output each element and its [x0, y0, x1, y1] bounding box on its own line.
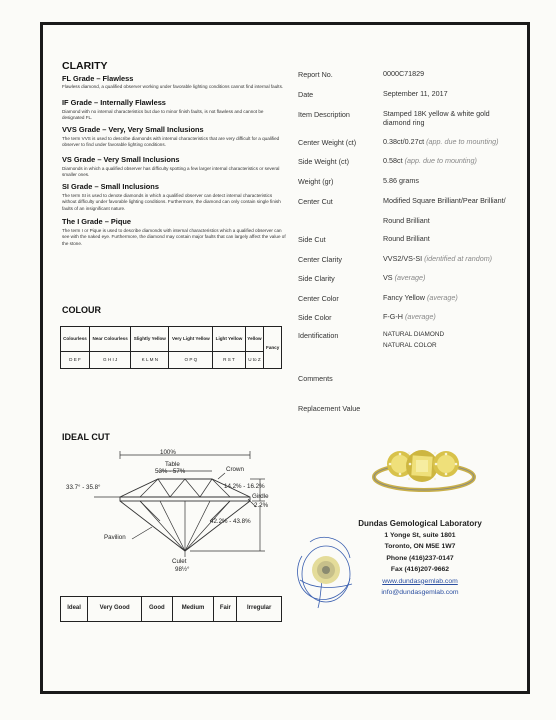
report-label: Center Clarity [298, 255, 342, 264]
lab-address-line: 1 Yonge St, suite 1801 [384, 531, 456, 539]
lab-address-line: Toronto, ON M5E 1W7 [384, 543, 456, 550]
colour-grade-name: Near Colourless [89, 327, 130, 352]
report-value: 0.38ct/0.27ct [383, 137, 425, 146]
lab-phone: Phone (416)237-0147 [386, 554, 454, 562]
colour-grade-name: Light Yellow [213, 327, 245, 352]
clarity-grade-desc: Diamond with no internal characteristics but due to minor finish faults, is not flawless and cannot be designated FL. [62, 109, 264, 121]
report-label: Side Clarity [298, 274, 335, 283]
colour-grade-letters: G H I J [89, 352, 130, 369]
report-value: 0.58ct [383, 156, 403, 165]
lab-seal-logo [292, 528, 360, 610]
report-value: Modified Square Brilliant/Pear Brilliant/ [383, 196, 506, 205]
report-value-row [383, 293, 458, 302]
cut-grade-cell: Good [142, 597, 172, 622]
report-value: VVS2/VS-SI [383, 254, 423, 263]
culet-label: Culet [172, 558, 187, 565]
colour-grade-letters: O P Q [169, 352, 213, 369]
table-range-label: 53% - 57% [155, 468, 186, 475]
pavilion-label: Pavilion [104, 534, 126, 541]
report-value: VS [383, 273, 393, 282]
report-value: Fancy Yellow [383, 293, 425, 302]
culet-angle-label: 98½° [175, 566, 190, 573]
clarity-grade-heading: SI Grade – Small Inclusions [62, 182, 159, 191]
report-value-row [383, 156, 477, 165]
report-label: Identification [298, 331, 339, 340]
clarity-grade-desc: The term I or Pique is used to describe diamonds with internal characteristics which a qualified observer can see with the naked eye. Furthermore, the diamond may contain major faults that can largely affect the value of the stone. [62, 228, 286, 246]
clarity-title: CLARITY [62, 60, 108, 72]
colour-grade-name: Very Light Yellow [169, 327, 213, 352]
clarity-grade-heading: VS Grade – Very Small Inclusions [62, 155, 180, 164]
clarity-grade-desc: Flawless diamond, a qualified observer working under favorable lighting conditions cannot find internal faults. [62, 84, 284, 89]
report-label: Replacement Value [298, 404, 361, 413]
cut-grade-cell: Medium [172, 597, 214, 622]
colour-grade-name: Colourless [61, 327, 90, 352]
report-value-row [383, 273, 425, 282]
report-label: Center Weight (ct) [298, 138, 357, 147]
report-value-row [383, 254, 492, 263]
cut-grade-table [60, 596, 282, 622]
report-label: Comments [298, 374, 333, 383]
report-value-row [383, 137, 498, 146]
cut-grade-cell: Fair [214, 597, 237, 622]
lab-website-link[interactable]: www.dundasgemlab.com [382, 577, 458, 585]
report-value: NATURAL DIAMOND [383, 331, 445, 338]
report-value: F-G-H [383, 312, 403, 321]
width-percent-label: 100% [160, 449, 176, 456]
colour-grade-letters: R S T [213, 352, 245, 369]
report-label: Side Color [298, 313, 332, 322]
report-label: Item Description [298, 110, 350, 119]
clarity-grade-desc: The term VVS is used to describe diamonds with internal characteristics that are very difficult for a qualified observer to find under favorable lighting conditions. [62, 136, 280, 148]
clarity-grade-heading: The I Grade – Pique [62, 217, 131, 226]
clarity-grade-desc: The term SI is used to denote diamonds in which a qualified observer can detect internal characteristics without difficulty under favorable lighting conditions. Furthermore, the diamond can only contain single finish faults of an insignificant nature. [62, 193, 281, 211]
report-label: Date [298, 90, 314, 99]
girdle-label: Girdle [252, 493, 269, 500]
report-label: Center Color [298, 294, 339, 303]
report-value: Round Brilliant [383, 216, 430, 225]
report-note: (app. due to mounting) [426, 137, 499, 146]
girdle-percent-label: 2.2% [254, 502, 269, 509]
clarity-grade-heading: IF Grade – Internally Flawless [62, 98, 166, 107]
report-label: Side Weight (ct) [298, 157, 349, 166]
colour-grade-letters: D E F [61, 352, 90, 369]
report-note: (app. due to mounting) [404, 156, 477, 165]
colour-grade-letters: K L M N [131, 352, 169, 369]
report-label: Weight (gr) [298, 177, 334, 186]
colour-grade-name: Slightly Yellow [131, 327, 169, 352]
clarity-grade-heading: FL Grade – Flawless [62, 74, 134, 83]
cut-grade-cell: Very Good [88, 597, 142, 622]
report-value: 5.86 grams [383, 176, 419, 185]
lab-name: Dundas Gemological Laboratory [358, 519, 482, 528]
report-note: (identified at random) [424, 254, 493, 263]
crown-height-label: 14.2% - 16.2% [224, 483, 265, 490]
colour-title: COLOUR [62, 305, 101, 315]
lab-fax: Fax (416)207-9662 [390, 566, 450, 573]
colour-grade-name: Yellow [245, 327, 264, 352]
report-value: 0000C71829 [383, 69, 425, 78]
lab-email-link[interactable]: info@dundasgemlab.com [381, 589, 459, 596]
diamond-proportion-diagram [60, 447, 310, 575]
report-label: Report No. [298, 70, 333, 79]
cut-grade-cell: Irregular [237, 597, 282, 622]
report-value: NATURAL COLOR [383, 342, 437, 349]
table-label: Table [165, 461, 180, 468]
report-note: (average) [404, 312, 436, 321]
colour-grade-letters: U to Z [245, 352, 264, 369]
crown-label: Crown [226, 466, 244, 473]
colour-scale-table [60, 326, 282, 369]
clarity-grade-desc: Diamonds in which a qualified observer has difficulty spotting a few larger internal characteristics or several smaller ones. [62, 166, 280, 178]
ring-photo [370, 444, 478, 496]
report-value-row [383, 312, 436, 321]
report-value: Round Brilliant [383, 234, 430, 243]
colour-grade-name: Fancy [264, 327, 282, 369]
pavilion-depth-label: 42.2% - 43.8% [210, 518, 251, 525]
crown-angle-label: 33.7° - 35.8° [66, 484, 101, 491]
report-label: Center Cut [298, 197, 333, 206]
report-label: Side Cut [298, 235, 326, 244]
report-value: Stamped 18K yellow & white gold diamond ring [383, 109, 490, 128]
ideal-cut-title: IDEAL CUT [62, 432, 110, 442]
report-value: September 11, 2017 [383, 89, 448, 98]
clarity-grade-heading: VVS Grade – Very, Very Small Inclusions [62, 125, 204, 134]
report-note: (average) [426, 293, 458, 302]
report-note: (average) [394, 273, 426, 282]
cut-grade-cell: Ideal [61, 597, 88, 622]
